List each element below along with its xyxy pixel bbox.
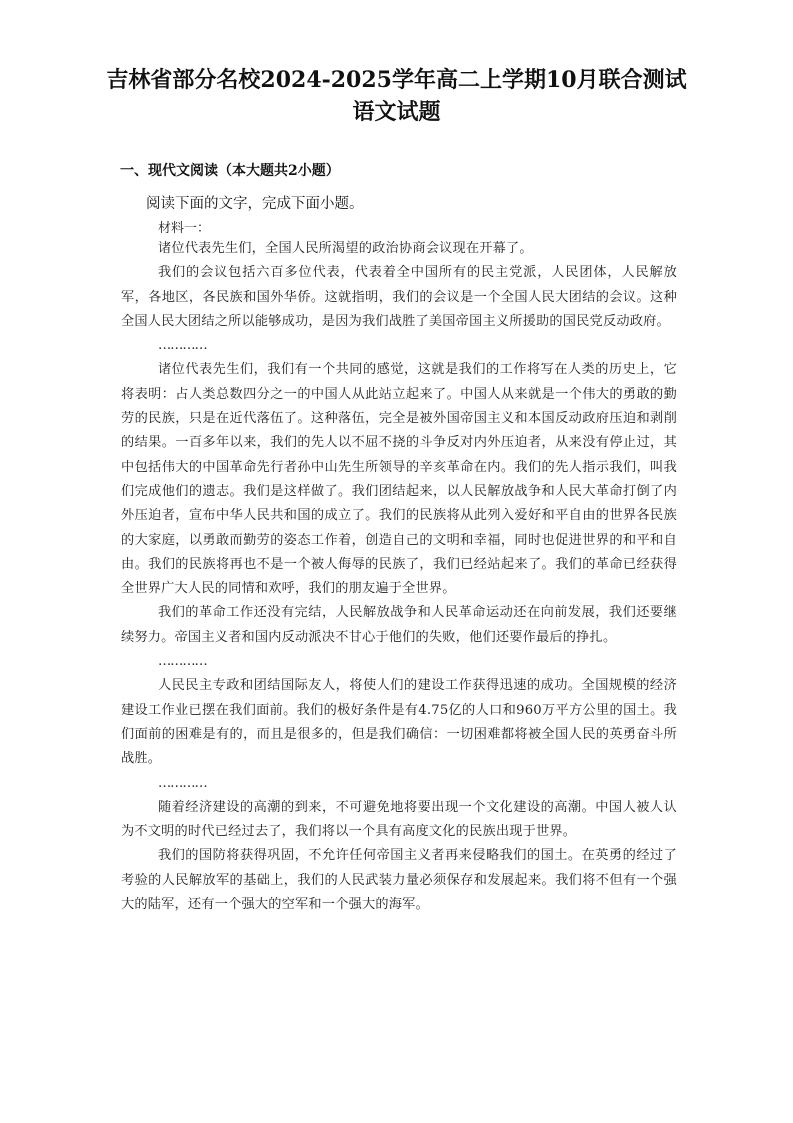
paragraph: 我们的国防将获得巩固，不允许任何帝国主义者再来侵略我们的国土。在英勇的经过了考验的人民解放军的基础上，我们的人民武装力量必须保存和发展起来。我们将不但有一个强大的陆军，还有一个强大的空军和一个强大的海军。 [121,848,677,913]
passage-body [121,237,677,917]
paragraph: 随着经济建设的高潮的到来，不可避免地将要出现一个文化建设的高潮。中国人被人认为不文明的时代已经过去了，我们将以一个具有高度文化的民族出现于世界。 [121,799,677,840]
material-label: 材料一： [158,221,211,236]
paragraph: 诸位代表先生们，我们有一个共同的感觉，这就是我们的工作将写在人类的历史上，它将表明：占人类总数四分之一的中国人从此站立起来了。中国人从来就是一个伟大的勇敢的勤劳的民族，只是在近代落伍了。这种落伍，完全是被外国帝国主义和本国反动政府压迫和剥削的结果。一百多年以来，我们的先人以不屈不挠的斗争反对内外压迫者，从来没有停止过，其中包括伟大的中国革命先行者孙中山先生所领导的辛亥革命在内。我们的先人指示我们，叫我们完成他们的遗志。我们是这样做了。我们团结起来，以人民解放战争和人民大革命打倒了内外压迫者，宣布中华人民共和国的成立了。我们的民族将从此列入爱好和平自由的世界各民族的大家庭，以勇敢而勤劳的姿态工作着，创造自己的文明和幸福，同时也促进世界的和平和自由。我们的民族将再也不是一个被人侮辱的民族了，我们已经站起来了。我们的革命已经获得全世界广大人民的同情和欢呼，我们的朋友遍于全世界。 [121,362,677,597]
paragraph: 诸位代表先生们，全国人民所渴望的政治协商会议现在开幕了。 [157,241,533,256]
ellipsis-separator: ………… [157,775,207,791]
ellipsis-separator: ………… [157,654,207,670]
paragraph: 我们的会议包括六百多位代表，代表着全中国所有的民主党派，人民团体，人民解放军，各地区，各民族和国外华侨。这就指明，我们的会议是一个全国人民大团结的会议。这种全国人民大团结之所以能够成功，是因为我们战胜了美国帝国主义所援助的国民党反动政府。 [121,265,677,329]
document-subtitle: 语文试题 [352,99,441,125]
paragraph: 人民民主专政和团结国际友人，将使人们的建设工作获得迅速的成功。全国规模的经济建设工作业已摆在我们面前。我们的极好条件是有4.75亿的人口和960万平方公里的国土。我们面前的困难是有的，而且是很多的，但是我们确信：一切困难都将被全国人民的英勇奋斗所战胜。 [121,678,677,767]
ellipsis-separator: ………… [157,338,207,354]
document-title: 吉林省部分名校2024-2025学年高二上学期10月联合测试 [106,67,687,93]
section-heading: 一、现代文阅读（本大题共2小题） [120,163,340,179]
paragraph: 我们的革命工作还没有完结，人民解放战争和人民革命运动还在向前发展，我们还要继续努力。帝国主义者和国内反动派决不甘心于他们的失败，他们还要作最后的挣扎。 [121,605,677,645]
reading-instruction: 阅读下面的文字，完成下面小题。 [146,196,364,212]
